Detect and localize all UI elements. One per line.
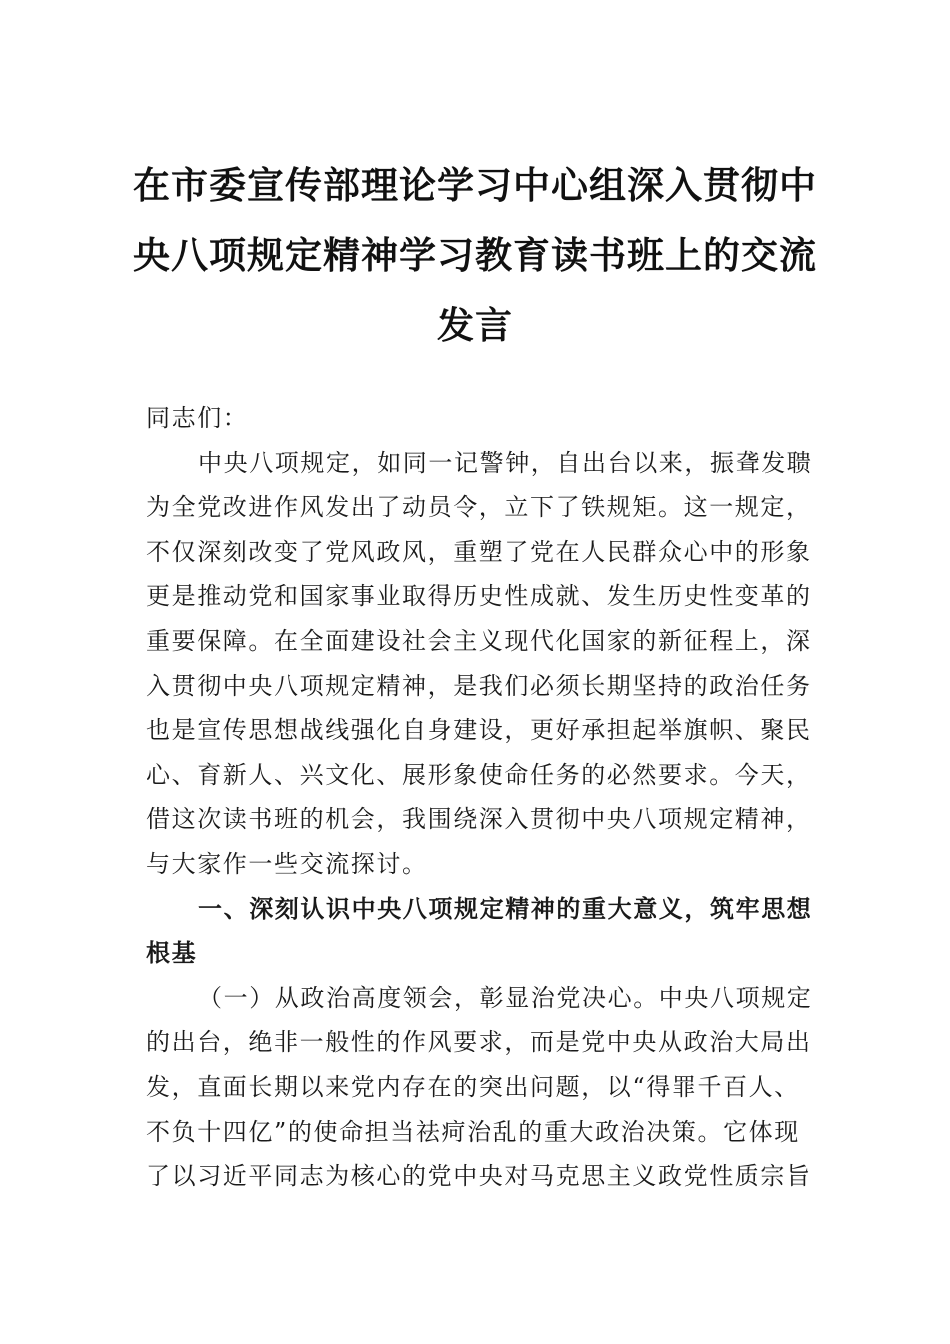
text-line: 借这次读书班的机会，我围绕深入贯彻中央八项规定精神， [146, 805, 812, 834]
title-line-3: 发言 [437, 303, 513, 347]
text-line: 入贯彻中央八项规定精神，是我们必须长期坚持的政治任务 [146, 671, 812, 700]
section-heading-line: 一、深刻认识中央八项规定精神的重大意义，筑牢思想 [198, 893, 813, 923]
text-line: 更是推动党和国家事业取得历史性成就、发生历史性变革的 [146, 582, 812, 611]
text-line: 心、育新人、兴文化、展形象使命任务的必然要求。今天， [146, 760, 812, 789]
text-line: 发，直面长期以来党内存在的突出问题，以“得罪千百人、 [146, 1072, 800, 1101]
salutation [146, 396, 808, 441]
text-line: 中央八项规定，如同一记警钟，自出台以来，振聋发聩 [198, 448, 813, 477]
text-line: 的出台，绝非一般性的作风要求，而是党中央从政治大局出 [146, 1028, 812, 1057]
text-line: 重要保障。在全面建设社会主义现代化国家的新征程上，深 [146, 626, 812, 655]
text-line: 不仅深刻改变了党风政风，重塑了党在人民群众心中的形象 [146, 537, 812, 566]
text-line: 也是宣传思想战线强化自身建设，更好承担起举旗帜、聚民 [146, 716, 812, 745]
text-line: 与大家作一些交流探讨。 [146, 849, 428, 878]
intro-paragraph [146, 441, 813, 887]
title-line-1: 在市委宣传部理论学习中心组深入贯彻中 [133, 163, 817, 207]
section-heading-1 [146, 887, 813, 976]
text-line: （一）从政治高度领会，彰显治党决心。中央八项规定 [198, 983, 813, 1012]
subsection-paragraph-1 [146, 976, 813, 1199]
document-title [120, 150, 830, 360]
title-line-2: 央八项规定精神学习教育读书班上的交流 [133, 233, 817, 277]
document-body [146, 396, 813, 1199]
salutation-text: 同志们： [146, 404, 249, 432]
text-line: 了以习近平同志为核心的党中央对马克思主义政党性质宗旨 [146, 1162, 812, 1191]
section-heading-line: 根基 [146, 938, 198, 968]
text-line: 为全党改进作风发出了动员令，立下了铁规矩。这一规定， [146, 493, 812, 522]
text-line: 不负十四亿”的使命担当祛疴治乱的重大政治决策。它体现 [146, 1117, 800, 1146]
